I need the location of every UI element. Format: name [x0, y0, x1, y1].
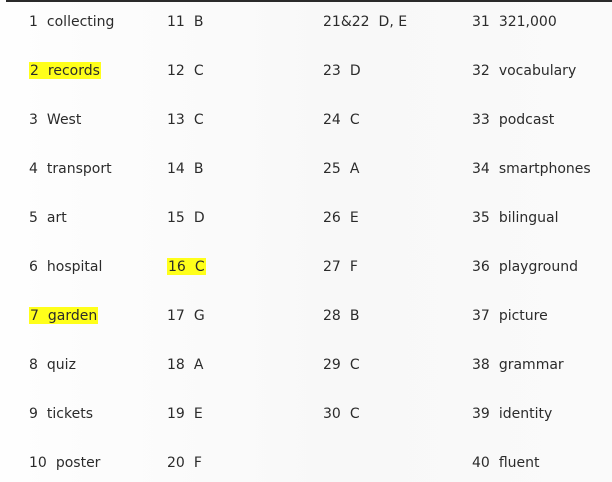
question-number: 12	[167, 63, 185, 79]
answer-text: podcast	[498, 112, 555, 128]
answer-item	[29, 61, 101, 81]
answer-text: garden	[47, 308, 98, 324]
question-number: 28	[323, 308, 341, 324]
question-number: 23	[323, 63, 341, 79]
answer-item	[472, 355, 564, 375]
question-number: 5	[29, 210, 38, 226]
question-number: 2	[30, 63, 39, 79]
question-number: 17	[167, 308, 185, 324]
answer-item	[472, 110, 554, 130]
answer-item	[472, 61, 576, 81]
answer-item	[323, 355, 360, 375]
question-number: 10	[29, 455, 47, 471]
answer-item	[29, 257, 102, 277]
question-number: 34	[472, 161, 490, 177]
answer-item	[323, 110, 360, 130]
answer-item	[167, 453, 202, 473]
question-number: 21&22	[323, 14, 370, 30]
question-number: 1	[29, 14, 38, 30]
answer-item	[472, 306, 548, 326]
answer-text: A	[349, 161, 360, 177]
answer-item	[29, 208, 67, 228]
question-number: 32	[472, 63, 490, 79]
question-number: 20	[167, 455, 185, 471]
answer-text: hospital	[46, 259, 103, 275]
highlight-marker	[167, 258, 206, 275]
question-number: 19	[167, 406, 185, 422]
answer-text: transport	[46, 161, 112, 177]
answer-text: records	[47, 63, 100, 79]
answer-text: C	[349, 112, 360, 128]
highlight-marker	[29, 62, 101, 79]
question-number: 8	[29, 357, 38, 373]
question-number: 6	[29, 259, 38, 275]
answer-text: D	[349, 63, 361, 79]
question-number: 26	[323, 210, 341, 226]
answer-item	[472, 159, 591, 179]
question-number: 9	[29, 406, 38, 422]
answer-item	[167, 306, 205, 326]
question-number: 29	[323, 357, 341, 373]
answer-item	[472, 404, 552, 424]
answer-text: poster	[55, 455, 101, 471]
answer-item	[323, 159, 359, 179]
answer-item	[167, 257, 206, 277]
answer-text: C	[349, 406, 360, 422]
answer-text: quiz	[46, 357, 76, 373]
question-number: 16	[168, 259, 186, 275]
answer-text: playground	[498, 259, 579, 275]
answer-text: identity	[498, 406, 553, 422]
answer-text: G	[193, 308, 205, 324]
answer-item	[167, 12, 203, 32]
question-number: 36	[472, 259, 490, 275]
answer-text: bilingual	[498, 210, 559, 226]
answer-text: picture	[498, 308, 548, 324]
answer-item	[472, 257, 578, 277]
answer-text: fluent	[498, 455, 540, 471]
answer-item	[29, 306, 98, 326]
answer-text: D	[193, 210, 205, 226]
answer-item	[29, 110, 81, 130]
question-number: 37	[472, 308, 490, 324]
question-number: 30	[323, 406, 341, 422]
answer-item	[29, 404, 93, 424]
question-number: 13	[167, 112, 185, 128]
question-number: 25	[323, 161, 341, 177]
answer-item	[323, 404, 360, 424]
answer-text: C	[349, 357, 360, 373]
answer-text: E	[193, 406, 203, 422]
question-number: 3	[29, 112, 38, 128]
answer-item	[29, 355, 76, 375]
question-number: 18	[167, 357, 185, 373]
answer-text: B	[193, 161, 204, 177]
answer-text: B	[349, 308, 360, 324]
answer-text: 321,000	[498, 14, 557, 30]
answer-item	[472, 12, 557, 32]
answer-item	[29, 453, 100, 473]
answer-text: A	[193, 357, 204, 373]
highlight-marker	[29, 307, 98, 324]
answer-text: West	[46, 112, 82, 128]
answer-text: collecting	[46, 14, 115, 30]
answer-text: C	[194, 259, 205, 275]
answer-text: F	[193, 455, 202, 471]
answer-text: F	[349, 259, 358, 275]
answer-item	[323, 12, 407, 32]
answer-text: smartphones	[498, 161, 591, 177]
answer-item	[29, 159, 112, 179]
answer-text: E	[349, 210, 359, 226]
answer-item	[167, 159, 203, 179]
question-number: 39	[472, 406, 490, 422]
question-number: 7	[30, 308, 39, 324]
answer-text: C	[193, 63, 204, 79]
question-number: 40	[472, 455, 490, 471]
answer-text: B	[193, 14, 204, 30]
answer-item	[323, 61, 361, 81]
answer-item	[167, 110, 204, 130]
question-number: 14	[167, 161, 185, 177]
answer-item	[167, 404, 203, 424]
answer-item	[167, 61, 204, 81]
answer-text: tickets	[46, 406, 94, 422]
answer-item	[167, 208, 205, 228]
question-number: 24	[323, 112, 341, 128]
answer-item	[167, 355, 203, 375]
answer-item	[472, 208, 559, 228]
question-number: 38	[472, 357, 490, 373]
answer-text: C	[193, 112, 204, 128]
question-number: 35	[472, 210, 490, 226]
question-number: 11	[167, 14, 185, 30]
answer-text: grammar	[498, 357, 564, 373]
answer-text: art	[46, 210, 67, 226]
question-number: 31	[472, 14, 490, 30]
question-number: 27	[323, 259, 341, 275]
answer-text: D, E	[378, 14, 408, 30]
answer-item	[29, 12, 114, 32]
answer-text: vocabulary	[498, 63, 577, 79]
question-number: 33	[472, 112, 490, 128]
answer-item	[323, 306, 359, 326]
question-number: 15	[167, 210, 185, 226]
answer-item	[472, 453, 540, 473]
question-number: 4	[29, 161, 38, 177]
answer-item	[323, 208, 359, 228]
answer-item	[323, 257, 358, 277]
